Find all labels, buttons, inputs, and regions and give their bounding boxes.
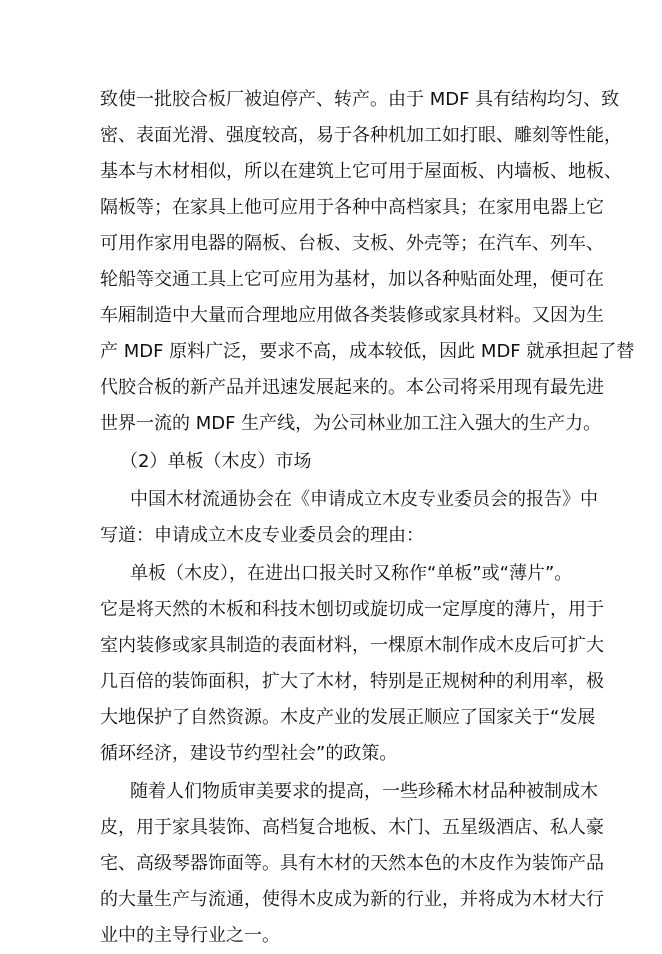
- paragraph-line: 车厢制造中大量而合理地应用做各类装修或家具材料。又因为生: [100, 305, 604, 326]
- paragraph-line: 轮船等交通工具上它可应用为基材，加以各种贴面处理，便可在: [100, 269, 604, 290]
- paragraph-line: 大地保护了自然资源。木皮产业的发展正顺应了国家关于“发展: [100, 707, 596, 728]
- paragraph-line: 代胶合板的新产品并迅速发展起来的。本公司将采用现有最先进: [100, 377, 604, 398]
- paragraph-line: 室内装修或家具制造的表面材料，一棵原木制作成木皮后可扩大: [100, 635, 604, 656]
- paragraph-line: 宅、高级琴器饰面等。具有木材的天然本色的木皮作为装饰产品: [100, 853, 604, 874]
- paragraph-line: 世界一流的 MDF 生产线，为公司林业加工注入强大的生产力。: [100, 413, 602, 434]
- paragraph-line: 随着人们物质审美要求的提高，一些珍稀木材品种被制成木: [130, 781, 598, 802]
- paragraph-line: 皮，用于家具装饰、高档复合地板、木门、五星级酒店、私人豪: [100, 817, 604, 838]
- paragraph-line: 产 MDF 原料广泛，要求不高，成本较低，因此 MDF 就承担起了替: [100, 341, 635, 362]
- paragraph-line: 单板（木皮），在进出口报关时又称作“单板”或“薄片”。: [130, 563, 573, 584]
- paragraph-line: 它是将天然的木板和科技木刨切或旋切成一定厚度的薄片，用于: [100, 599, 604, 620]
- paragraph-line: 几百倍的装饰面积，扩大了木材，特别是正规树种的利用率，极: [100, 671, 604, 692]
- paragraph-line: 可用作家用电器的隔板、台板、支板、外壳等；在汽车、列车、: [100, 233, 604, 254]
- paragraph-line: 隔板等；在家具上他可应用于各种中高档家具；在家用电器上它: [100, 197, 604, 218]
- paragraph-line: 中国木材流通协会在《申请成立木皮专业委员会的报告》中: [130, 489, 598, 510]
- section-heading: （2）单板（木皮）市场: [120, 451, 312, 472]
- paragraph-line: 业中的主导行业之一。: [100, 925, 280, 946]
- paragraph-line: 基本与木材相似，所以在建筑上它可用于屋面板、内墙板、地板、: [100, 161, 622, 182]
- paragraph-line: 致使一批胶合板厂被迫停产、转产。由于 MDF 具有结构均匀、致: [100, 89, 620, 110]
- paragraph-line: 循环经济，建设节约型社会”的政策。: [100, 743, 398, 764]
- paragraph-line: 密、表面光滑、强度较高，易于各种机加工如打眼、雕刻等性能，: [100, 125, 622, 146]
- paragraph-line: 写道：申请成立木皮专业委员会的理由：: [100, 525, 424, 546]
- paragraph-line: 的大量生产与流通，使得木皮成为新的行业，并将成为木材大行: [100, 889, 604, 910]
